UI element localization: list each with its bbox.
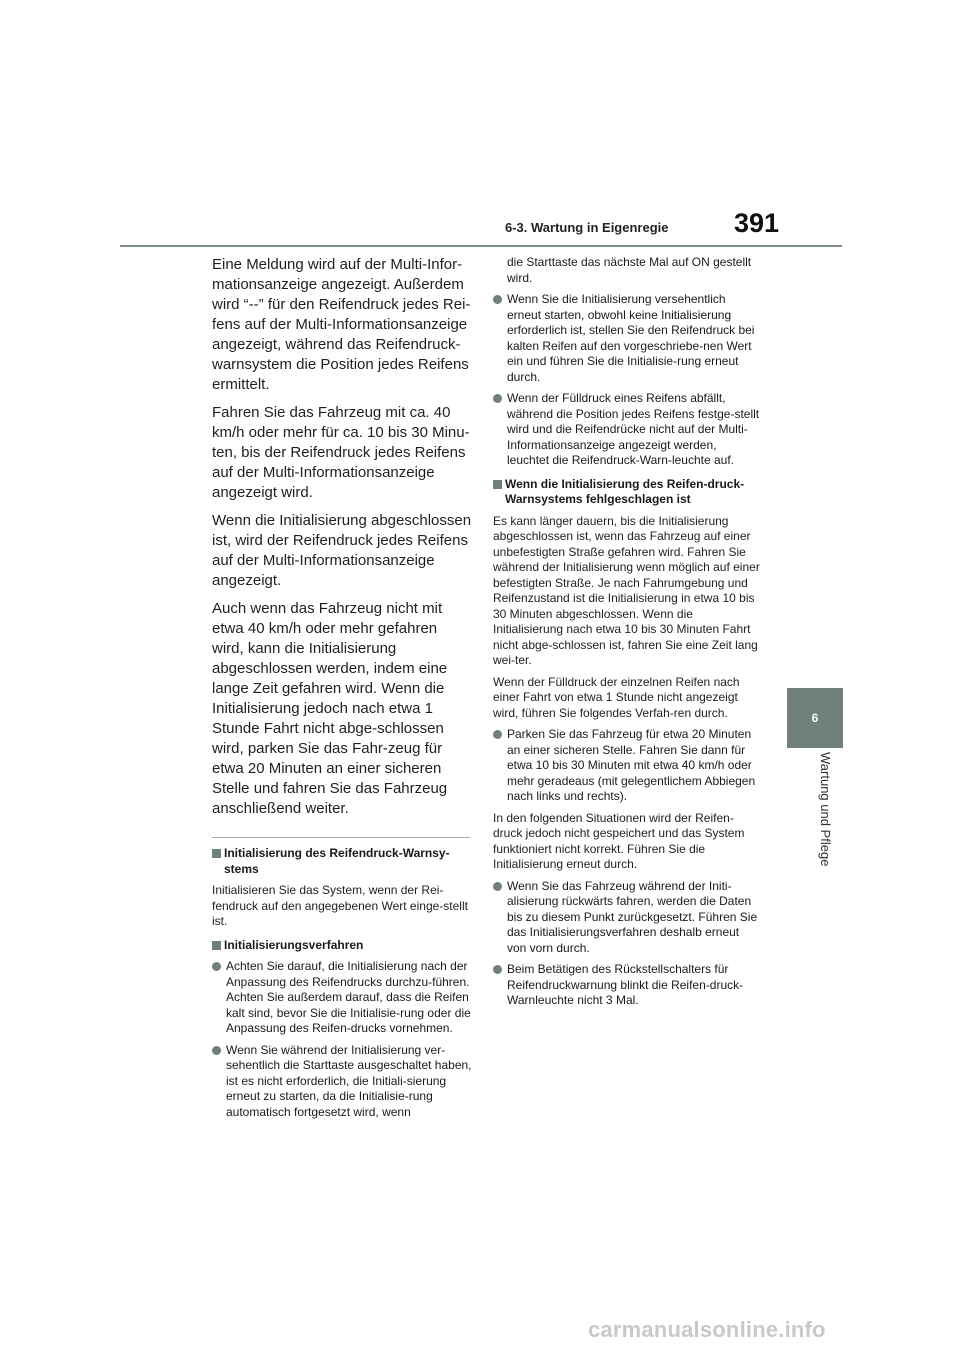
body-paragraph: Eine Meldung wird auf der Multi-Infor-mationsanzeige angezeigt. Außerdem wird “--” für den Reifendruck jedes Rei-fens auf der Multi-Informationsanzeige angezeigt, während das Reifendruck-warnsystem die Position jedes Reifens ermittelt. [212, 256, 471, 393]
right-column [493, 255, 761, 1015]
subheading [212, 938, 472, 954]
bullet-text: Beim Betätigen des Rückstellschalters für Reifendruckwarnung blinkt die Reifen-druck-Warnleuchte nicht 3 Mal. [507, 962, 744, 1007]
bullet-item [493, 962, 761, 1009]
circle-bullet-icon [212, 1046, 221, 1055]
chapter-label: Wartung und Pflege [818, 752, 833, 867]
body-paragraph: Fahren Sie das Fahrzeug mit ca. 40 km/h oder mehr für ca. 10 bis 30 Minu-ten, bis der Reifendruck jedes Reifens auf der Multi-Informationsanzeige angezeigt wird. [212, 404, 470, 501]
circle-bullet-icon [493, 394, 502, 403]
square-bullet-icon [212, 849, 221, 858]
bullet-item [212, 1043, 472, 1121]
body-paragraph: Auch wenn das Fahrzeug nicht mit etwa 40 km/h oder mehr gefahren wird, kann die Initialisierung abgeschlossen werden, indem eine lange Zeit gefahren wird. Wenn die Initialisierung jedoch nach etwa 1 Stunde Fahrt nicht abge-schlossen wird, parken Sie das Fahr-zeug für etwa 20 Minuten an einer sicheren Stelle und fahren Sie das Fahrzeug anschließend weiter. [212, 600, 448, 817]
page-number: 391 [734, 208, 780, 238]
square-bullet-icon [212, 941, 221, 950]
header-rule [120, 245, 842, 247]
left-column [212, 255, 472, 1126]
bullet-text: Wenn Sie während der Initialisierung ver-sehentlich die Starttaste ausgeschaltet haben, ist es nicht erforderlich, die Initiali-sierung erneut zu starten, da die Initialisie-rung automatisch fortgesetzt wird, wenn [226, 1042, 472, 1119]
bullet-item [493, 879, 761, 957]
circle-bullet-icon [493, 295, 502, 304]
subheading [493, 477, 761, 508]
header-section: 6-3. Wartung in Eigenregie [505, 220, 669, 235]
subheading-text: Initialisierung des Reifendruck-Warnsy-stems [224, 846, 450, 876]
bullet-item [493, 292, 761, 385]
body-paragraph: Wenn die Initialisierung abgeschlossen ist, wird der Reifendruck jedes Reifens auf der Multi-Informationsanzeige angezeigt. [212, 512, 472, 589]
circle-bullet-icon [493, 730, 502, 739]
bullet-text: Achten Sie darauf, die Initialisierung nach der Anpassung des Reifendrucks durchzu-führen. Achten Sie außerdem darauf, dass die Reifen kalt sind, bevor Sie die Initialisie-rung oder die Anpassung des Reifen-drucks vornehmen. [226, 959, 471, 1035]
subheading [212, 846, 472, 877]
continuation-text: die Starttaste das nächste Mal auf ON gestellt wird. [507, 255, 752, 285]
circle-bullet-icon [212, 962, 221, 971]
bullet-item [212, 959, 472, 1037]
circle-bullet-icon [493, 965, 502, 974]
note-paragraph: Es kann länger dauern, bis die Initialisierung abgeschlossen ist, wenn das Fahrzeug auf einer unbefestigten Straße gefahren wird. Fahren Sie während der Initialisierung wenn möglich auf einer befestigten Straße. Je nach Fahrumgebung und Reifenzustand ist die Initialisierung in etwa 10 bis 30 Minuten abgeschlossen. Wenn die Initialisierung nach etwa 10 bis 30 Minuten Fahrt nicht abge-schlossen ist, fahren Sie eine Zeit lang wei-ter. [493, 513, 760, 667]
bullet-item [493, 391, 761, 469]
note-paragraph: Wenn der Fülldruck der einzelnen Reifen nach einer Fahrt von etwa 1 Stunde nicht angezeigt wird, führen Sie folgendes Verfah-ren durch. [493, 674, 740, 720]
bullet-text: Wenn der Fülldruck eines Reifens abfällt, während die Position jedes Reifens festge-stellt wird und die Reifendrücke nicht auf der Multi-Informationsanzeige angezeigt werden, leuchtet die Reifendruck-Warn-leuchte auf. [507, 391, 760, 467]
bullet-text: Wenn Sie die Initialisierung versehentlich erneut starten, obwohl keine Initialisierung erforderlich ist, stellen Sie den Reifendruck bei kalten Reifen auf den vorgeschriebe-nen Wert ein und führen Sie die Initialisie-rung erneut durch. [507, 292, 755, 384]
square-bullet-icon [493, 480, 502, 489]
bullet-text: Parken Sie das Fahrzeug für etwa 20 Minuten an einer sicheren Stelle. Fahren Sie dann für etwa 10 bis 30 Minuten mit etwa 40 km/h oder mehr geradeaus (mit gelegentlichem Abbiegen nach links und rechts). [507, 727, 756, 803]
note-paragraph: In den folgenden Situationen wird der Reifen-druck jedoch nicht gespeichert und das System funktioniert nicht korrekt. Führen Sie die Initialisierung erneut durch. [493, 810, 745, 871]
watermark: carmanualsonline.info [588, 1317, 826, 1342]
chapter-tab: 6 [787, 688, 843, 748]
bullet-text: Wenn Sie das Fahrzeug während der Initi-alisierung rückwärts fahren, werden die Daten bis zu diesem Punkt zurückgesetzt. Führen Sie das Initialisierungsverfahren deshalb erneut von vorn durch. [507, 878, 758, 955]
subheading-text: Wenn die Initialisierung des Reifen-druck-Warnsystems fehlgeschlagen ist [505, 476, 745, 506]
subheading-text: Initialisierungsverfahren [224, 937, 364, 952]
section-divider [212, 837, 470, 838]
note-paragraph: Initialisieren Sie das System, wenn der Rei-fendruck auf den angegebenen Wert einge-stellt ist. [212, 883, 468, 928]
circle-bullet-icon [493, 882, 502, 891]
bullet-item [493, 727, 761, 805]
